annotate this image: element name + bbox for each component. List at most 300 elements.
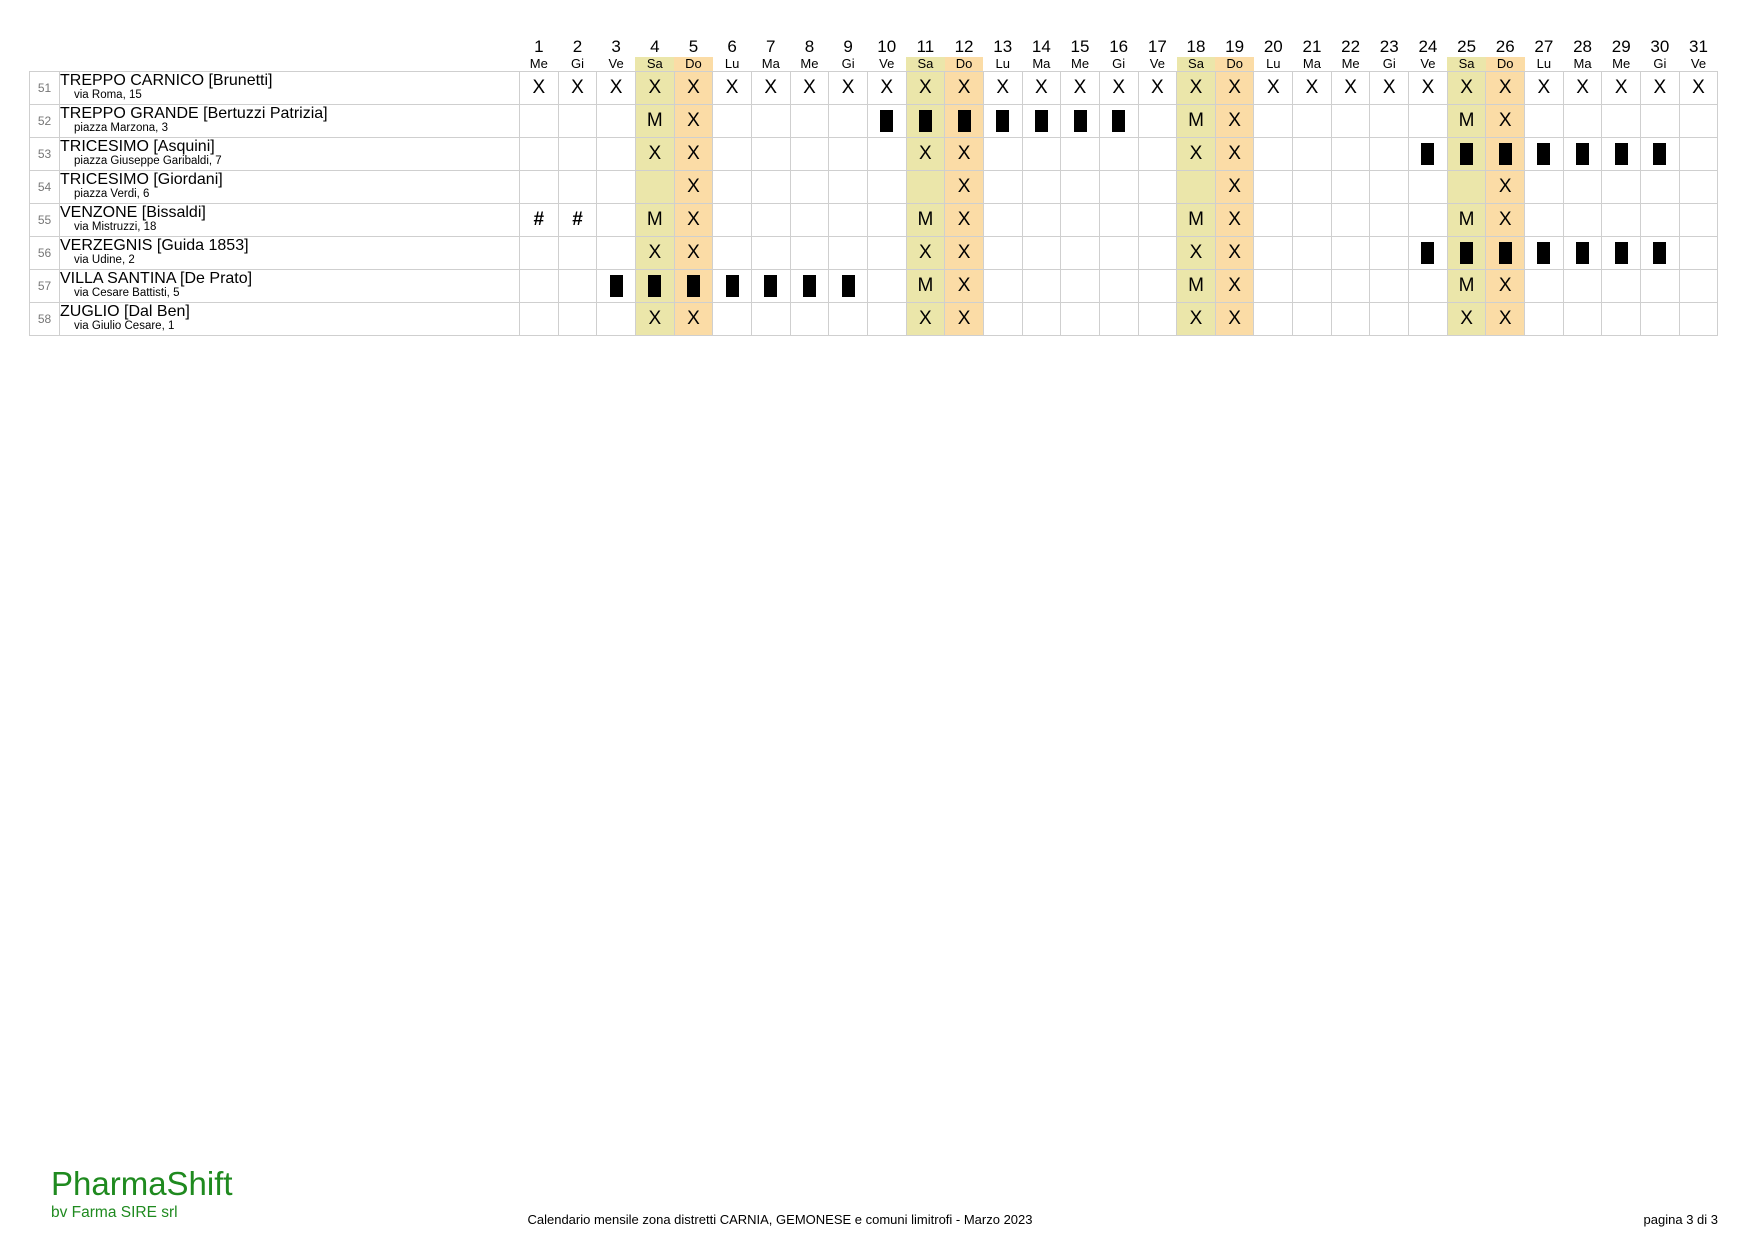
shift-cell bbox=[1215, 105, 1254, 138]
shift-cell bbox=[558, 237, 597, 270]
shift-cell bbox=[1293, 303, 1332, 336]
shift-cell bbox=[713, 105, 752, 138]
closed-bar-marker bbox=[1615, 143, 1628, 165]
shift-mark: X bbox=[532, 77, 546, 98]
day-number: 13 bbox=[993, 37, 1013, 56]
row-number: 54 bbox=[30, 171, 60, 204]
shift-mark: X bbox=[1576, 77, 1589, 98]
pharmacy-cell bbox=[60, 204, 520, 237]
shift-cell bbox=[635, 105, 674, 138]
pharmacy-cell bbox=[60, 138, 520, 171]
shift-cell bbox=[1447, 303, 1486, 336]
shift-cell bbox=[829, 72, 868, 105]
shift-mark: X bbox=[1228, 77, 1241, 98]
weekday-label: Do bbox=[674, 57, 713, 72]
day-number: 14 bbox=[1031, 37, 1051, 56]
shift-cell bbox=[751, 171, 790, 204]
shift-cell bbox=[1254, 270, 1293, 303]
shift-cell bbox=[983, 138, 1022, 171]
shift-cell bbox=[1409, 105, 1448, 138]
shift-cell bbox=[1061, 204, 1100, 237]
shift-cell bbox=[1254, 237, 1293, 270]
shift-cell bbox=[1679, 270, 1718, 303]
weekday-label: Me bbox=[1070, 56, 1090, 71]
shift-cell bbox=[829, 303, 868, 336]
shift-cell bbox=[1177, 204, 1216, 237]
shift-cell bbox=[1177, 237, 1216, 270]
closed-bar-marker bbox=[648, 275, 661, 297]
shift-cell bbox=[1022, 204, 1061, 237]
shift-cell bbox=[674, 72, 713, 105]
shift-cell bbox=[1099, 105, 1138, 138]
pharmacy-cell bbox=[60, 105, 520, 138]
shift-mark: X bbox=[725, 77, 739, 98]
shift-cell bbox=[945, 138, 984, 171]
shift-cell bbox=[1254, 138, 1293, 171]
shift-cell bbox=[597, 171, 636, 204]
weekday-label: Me bbox=[1612, 56, 1631, 71]
shift-cell bbox=[1409, 270, 1448, 303]
shift-cell bbox=[1525, 72, 1564, 105]
closed-bar-marker bbox=[1576, 143, 1589, 165]
shift-cell bbox=[983, 204, 1022, 237]
shift-cell bbox=[1602, 105, 1641, 138]
closed-bar-marker bbox=[1653, 143, 1666, 165]
shift-cell bbox=[1254, 105, 1293, 138]
shift-cell bbox=[1254, 171, 1293, 204]
day-number: 12 bbox=[954, 37, 974, 56]
shift-cell bbox=[1177, 270, 1216, 303]
shift-cell bbox=[1061, 303, 1100, 336]
shift-cell bbox=[906, 237, 945, 270]
shift-cell bbox=[1215, 171, 1254, 204]
shift-cell bbox=[1602, 171, 1641, 204]
shift-cell bbox=[1177, 138, 1216, 171]
shift-cell bbox=[945, 204, 984, 237]
shift-cell bbox=[1563, 303, 1602, 336]
shift-cell bbox=[597, 204, 636, 237]
weekday-label: Ma bbox=[761, 56, 780, 71]
shift-mark: M bbox=[646, 209, 663, 230]
shift-mark: X bbox=[1228, 176, 1241, 197]
shift-cell bbox=[1370, 204, 1409, 237]
shift-cell bbox=[983, 237, 1022, 270]
shift-cell bbox=[906, 105, 945, 138]
shift-mark: M bbox=[1188, 110, 1204, 131]
shift-cell bbox=[790, 105, 829, 138]
shift-cell bbox=[635, 138, 674, 171]
shift-cell bbox=[1679, 138, 1718, 171]
shift-cell bbox=[906, 204, 945, 237]
shift-cell bbox=[635, 171, 674, 204]
shift-cell bbox=[1679, 171, 1718, 204]
shift-cell bbox=[713, 204, 752, 237]
pharmacy-row bbox=[30, 270, 1718, 303]
weekday-label: Do bbox=[1215, 57, 1254, 72]
shift-cell bbox=[1679, 105, 1718, 138]
closed-bar-marker bbox=[880, 110, 893, 132]
shift-cell bbox=[751, 204, 790, 237]
shift-mark: X bbox=[1228, 242, 1241, 263]
shift-cell bbox=[906, 72, 945, 105]
weekday-label: Ma bbox=[1573, 56, 1592, 71]
shift-cell bbox=[1215, 204, 1254, 237]
shift-mark: # bbox=[572, 209, 583, 230]
pharmacy-row bbox=[30, 138, 1718, 171]
shift-mark: X bbox=[1498, 110, 1512, 131]
shift-cell bbox=[1215, 270, 1254, 303]
shift-mark: X bbox=[957, 209, 971, 230]
shift-cell bbox=[1099, 204, 1138, 237]
shift-cell bbox=[1525, 138, 1564, 171]
shift-mark: X bbox=[764, 77, 778, 98]
closed-bar-marker bbox=[726, 275, 739, 297]
shift-cell bbox=[790, 237, 829, 270]
weekday-label: Do bbox=[945, 57, 984, 72]
day-number: 16 bbox=[1109, 37, 1129, 56]
shift-mark: X bbox=[996, 77, 1010, 98]
shift-cell bbox=[558, 171, 597, 204]
shift-cell bbox=[1370, 303, 1409, 336]
shift-cell bbox=[1177, 72, 1216, 105]
shift-cell bbox=[1447, 270, 1486, 303]
shift-cell bbox=[1293, 237, 1332, 270]
shift-cell bbox=[983, 171, 1022, 204]
closed-bar-marker bbox=[1035, 110, 1048, 132]
shift-cell bbox=[1641, 237, 1680, 270]
pharmacy-address: via Giulio Cesare, 1 bbox=[74, 320, 175, 332]
pharmacy-address: piazza Giuseppe Garibaldi, 7 bbox=[74, 155, 222, 167]
closed-bar-marker bbox=[1499, 143, 1512, 165]
day-number: 10 bbox=[877, 37, 897, 56]
shift-mark: M bbox=[917, 209, 934, 230]
shift-cell bbox=[867, 138, 906, 171]
shift-mark: X bbox=[957, 308, 971, 329]
closed-bar-marker bbox=[1074, 110, 1087, 132]
day-number: 15 bbox=[1070, 37, 1090, 56]
shift-cell bbox=[520, 270, 559, 303]
weekday-label: Ve bbox=[1149, 56, 1165, 71]
shift-mark: X bbox=[1228, 143, 1241, 164]
shift-cell bbox=[1641, 303, 1680, 336]
shift-cell bbox=[1602, 72, 1641, 105]
shift-mark: X bbox=[1498, 209, 1512, 230]
shift-cell bbox=[635, 72, 674, 105]
row-number: 57 bbox=[30, 270, 60, 303]
closed-bar-marker bbox=[764, 275, 777, 297]
shift-cell bbox=[1370, 270, 1409, 303]
shift-cell bbox=[558, 105, 597, 138]
shift-cell bbox=[1447, 105, 1486, 138]
pharmacy-name: VILLA SANTINA [De Prato] bbox=[60, 270, 253, 287]
shift-cell bbox=[867, 204, 906, 237]
shift-cell bbox=[1331, 270, 1370, 303]
shift-cell bbox=[1563, 138, 1602, 171]
shift-mark: X bbox=[1228, 209, 1241, 230]
row-number: 53 bbox=[30, 138, 60, 171]
shift-cell bbox=[1602, 237, 1641, 270]
shift-calendar-table bbox=[29, 30, 1718, 336]
weekday-label: Me bbox=[800, 56, 819, 71]
shift-cell bbox=[635, 204, 674, 237]
shift-cell bbox=[1254, 72, 1293, 105]
shift-cell bbox=[790, 138, 829, 171]
shift-cell bbox=[674, 105, 713, 138]
shift-cell bbox=[713, 138, 752, 171]
shift-cell bbox=[597, 237, 636, 270]
day-number-header-row bbox=[30, 30, 1718, 57]
shift-cell bbox=[945, 72, 984, 105]
pharmacy-row bbox=[30, 72, 1718, 105]
shift-cell bbox=[1061, 237, 1100, 270]
closed-bar-marker bbox=[1653, 242, 1666, 264]
day-number: 31 bbox=[1689, 37, 1708, 56]
pharmacy-name: TREPPO GRANDE [Bertuzzi Patrizia] bbox=[60, 105, 328, 122]
shift-mark: X bbox=[687, 209, 700, 230]
closed-bar-marker bbox=[1615, 242, 1628, 264]
shift-mark: X bbox=[1073, 77, 1087, 98]
shift-mark: M bbox=[917, 275, 934, 296]
day-number: 25 bbox=[1457, 37, 1477, 56]
shift-cell bbox=[751, 303, 790, 336]
day-number: 4 bbox=[650, 37, 660, 56]
shift-cell bbox=[867, 237, 906, 270]
shift-cell bbox=[829, 237, 868, 270]
shift-cell bbox=[1138, 105, 1177, 138]
row-number: 52 bbox=[30, 105, 60, 138]
day-number: 6 bbox=[727, 37, 737, 56]
day-number: 18 bbox=[1186, 37, 1206, 56]
shift-cell bbox=[1409, 138, 1448, 171]
shift-cell bbox=[520, 72, 559, 105]
shift-cell bbox=[1563, 270, 1602, 303]
shift-cell bbox=[1099, 171, 1138, 204]
shift-mark: X bbox=[1189, 242, 1203, 263]
day-number: 8 bbox=[804, 37, 815, 56]
day-number: 3 bbox=[611, 37, 621, 56]
pharmacy-cell bbox=[60, 237, 520, 270]
shift-cell bbox=[906, 138, 945, 171]
shift-mark: X bbox=[1460, 308, 1473, 329]
shift-cell bbox=[1602, 270, 1641, 303]
shift-cell bbox=[1293, 138, 1332, 171]
shift-cell bbox=[1525, 303, 1564, 336]
weekday-label: Ve bbox=[1690, 56, 1707, 71]
shift-cell bbox=[945, 105, 984, 138]
shift-cell bbox=[1447, 72, 1486, 105]
shift-cell bbox=[1099, 138, 1138, 171]
day-number: 17 bbox=[1147, 37, 1167, 56]
shift-cell bbox=[1099, 72, 1138, 105]
shift-cell bbox=[558, 303, 597, 336]
shift-mark: X bbox=[1112, 77, 1126, 98]
shift-cell bbox=[1022, 105, 1061, 138]
shift-cell bbox=[597, 303, 636, 336]
closed-bar-marker bbox=[687, 275, 700, 297]
pharmacy-address: via Udine, 2 bbox=[74, 254, 135, 266]
shift-cell bbox=[1022, 171, 1061, 204]
shift-cell bbox=[1409, 237, 1448, 270]
shift-mark: X bbox=[957, 242, 971, 263]
shift-cell bbox=[1641, 171, 1680, 204]
shift-cell bbox=[906, 171, 945, 204]
weekday-label: Sa bbox=[635, 57, 674, 72]
pharmacy-row bbox=[30, 105, 1718, 138]
shift-cell bbox=[1563, 72, 1602, 105]
pharmacy-name: TRICESIMO [Giordani] bbox=[60, 171, 223, 188]
closed-bar-marker bbox=[919, 110, 932, 132]
shift-cell bbox=[713, 171, 752, 204]
pharmacy-address: piazza Verdi, 6 bbox=[74, 188, 150, 200]
shift-cell bbox=[1409, 171, 1448, 204]
shift-cell bbox=[1447, 204, 1486, 237]
shift-cell bbox=[1022, 72, 1061, 105]
shift-cell bbox=[674, 303, 713, 336]
shift-mark: X bbox=[687, 143, 700, 164]
shift-cell bbox=[1138, 171, 1177, 204]
shift-cell bbox=[790, 204, 829, 237]
shift-cell bbox=[751, 138, 790, 171]
shift-cell bbox=[829, 270, 868, 303]
shift-cell bbox=[520, 138, 559, 171]
weekday-label: Lu bbox=[995, 56, 1010, 71]
pharmacy-cell bbox=[60, 303, 520, 336]
shift-cell bbox=[1331, 204, 1370, 237]
day-number: 7 bbox=[766, 37, 776, 56]
weekday-label: Gi bbox=[841, 56, 855, 71]
shift-cell bbox=[983, 105, 1022, 138]
day-number: 11 bbox=[916, 37, 935, 56]
weekday-label: Ve bbox=[1420, 56, 1436, 71]
shift-cell bbox=[1563, 204, 1602, 237]
shift-cell bbox=[1022, 303, 1061, 336]
weekday-label: Me bbox=[529, 56, 548, 71]
weekday-label: Gi bbox=[570, 56, 584, 71]
shift-cell bbox=[983, 270, 1022, 303]
pharmacy-address: piazza Marzona, 3 bbox=[74, 122, 168, 134]
shift-cell bbox=[1563, 171, 1602, 204]
weekday-label: Me bbox=[1341, 56, 1360, 71]
shift-mark: X bbox=[1498, 77, 1512, 98]
shift-cell bbox=[520, 105, 559, 138]
shift-cell bbox=[674, 171, 713, 204]
row-number: 58 bbox=[30, 303, 60, 336]
pharmacy-address: via Mistruzzi, 18 bbox=[74, 221, 157, 233]
shift-cell bbox=[1641, 72, 1680, 105]
shift-cell bbox=[1447, 171, 1486, 204]
shift-cell bbox=[1679, 72, 1718, 105]
shift-cell bbox=[1022, 138, 1061, 171]
closed-bar-marker bbox=[996, 110, 1009, 132]
shift-mark: X bbox=[1498, 176, 1512, 197]
shift-cell bbox=[1177, 171, 1216, 204]
shift-cell bbox=[790, 270, 829, 303]
shift-cell bbox=[1409, 204, 1448, 237]
shift-mark: M bbox=[646, 110, 663, 131]
day-number: 2 bbox=[572, 37, 583, 56]
shift-cell bbox=[1293, 171, 1332, 204]
shift-cell bbox=[1525, 270, 1564, 303]
shift-mark: X bbox=[957, 143, 971, 164]
shift-cell bbox=[1215, 138, 1254, 171]
shift-mark: X bbox=[1189, 308, 1203, 329]
pharmacy-cell bbox=[60, 270, 520, 303]
shift-cell bbox=[520, 237, 559, 270]
shift-cell bbox=[1099, 270, 1138, 303]
shift-cell bbox=[558, 138, 597, 171]
shift-cell bbox=[1409, 72, 1448, 105]
shift-cell bbox=[1061, 270, 1100, 303]
shift-cell bbox=[520, 171, 559, 204]
shift-cell bbox=[597, 72, 636, 105]
shift-cell bbox=[867, 171, 906, 204]
shift-cell bbox=[1602, 303, 1641, 336]
shift-mark: X bbox=[648, 143, 662, 164]
shift-mark: M bbox=[1188, 275, 1204, 296]
shift-mark: X bbox=[841, 77, 855, 98]
shift-mark: X bbox=[919, 308, 932, 329]
shift-cell bbox=[1331, 171, 1370, 204]
shift-cell bbox=[867, 270, 906, 303]
shift-cell bbox=[1331, 72, 1370, 105]
closed-bar-marker bbox=[1537, 143, 1550, 165]
shift-cell bbox=[597, 270, 636, 303]
shift-cell bbox=[1099, 303, 1138, 336]
shift-cell bbox=[1486, 72, 1525, 105]
closed-bar-marker bbox=[1421, 143, 1434, 165]
day-number: 28 bbox=[1573, 37, 1592, 56]
shift-cell bbox=[983, 72, 1022, 105]
weekday-header-row bbox=[30, 57, 1718, 72]
shift-cell bbox=[1099, 237, 1138, 270]
shift-cell bbox=[1679, 204, 1718, 237]
shift-cell bbox=[1486, 171, 1525, 204]
weekday-label: Lu bbox=[1266, 56, 1281, 71]
shift-cell bbox=[1641, 105, 1680, 138]
shift-mark: X bbox=[1653, 77, 1667, 98]
shift-cell bbox=[1370, 72, 1409, 105]
shift-cell bbox=[1525, 105, 1564, 138]
shift-cell bbox=[1138, 204, 1177, 237]
shift-cell bbox=[945, 270, 984, 303]
shift-cell bbox=[1293, 204, 1332, 237]
shift-cell bbox=[1602, 138, 1641, 171]
shift-cell bbox=[1370, 138, 1409, 171]
shift-cell bbox=[829, 171, 868, 204]
shift-cell bbox=[1370, 105, 1409, 138]
shift-mark: M bbox=[1458, 275, 1475, 296]
day-number: 29 bbox=[1611, 37, 1631, 56]
day-number: 9 bbox=[843, 37, 853, 56]
weekday-label: Sa bbox=[1177, 57, 1216, 72]
shift-mark: X bbox=[957, 77, 971, 98]
shift-cell bbox=[1486, 303, 1525, 336]
shift-cell bbox=[790, 171, 829, 204]
shift-cell bbox=[520, 204, 559, 237]
shift-cell bbox=[674, 204, 713, 237]
shift-cell bbox=[1486, 270, 1525, 303]
shift-cell bbox=[1641, 138, 1680, 171]
shift-mark: X bbox=[1421, 77, 1435, 98]
closed-bar-marker bbox=[1537, 242, 1550, 264]
shift-cell bbox=[635, 237, 674, 270]
shift-mark: X bbox=[687, 176, 700, 197]
shift-mark: X bbox=[687, 77, 700, 98]
shift-cell bbox=[1409, 303, 1448, 336]
closed-bar-marker bbox=[1460, 143, 1473, 165]
pharmacy-name: TREPPO CARNICO [Brunetti] bbox=[60, 72, 273, 89]
pharmacy-name: TRICESIMO [Asquini] bbox=[60, 138, 215, 155]
